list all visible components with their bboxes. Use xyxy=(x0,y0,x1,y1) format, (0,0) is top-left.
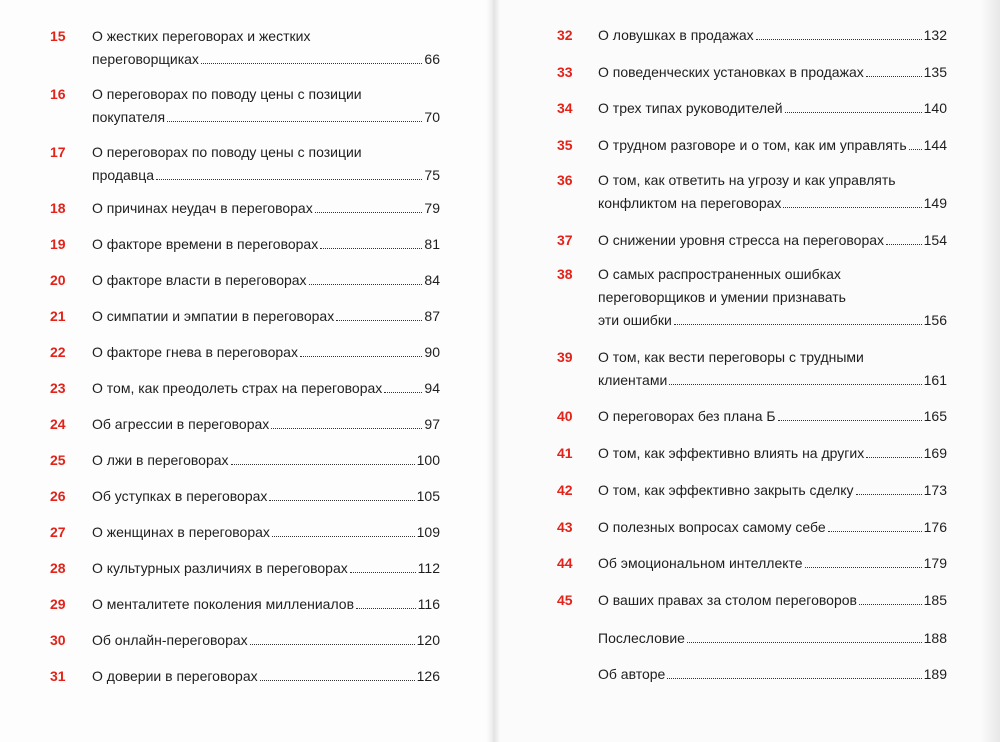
dot-leader xyxy=(269,500,414,501)
dot-leader xyxy=(674,324,922,325)
page-number: 185 xyxy=(923,592,947,608)
dot-leader xyxy=(669,384,921,385)
chapter-title-with-page xyxy=(598,480,947,500)
page-number: 156 xyxy=(923,312,947,328)
page-number: 165 xyxy=(923,408,947,424)
dot-leader xyxy=(156,179,422,180)
chapter-title-last-line: О доверии в переговорах xyxy=(92,668,258,684)
chapter-title-last-line: Об уступках в переговорах xyxy=(92,488,268,504)
chapter-title-with-page xyxy=(598,310,947,330)
chapter-title-with-page xyxy=(92,414,440,434)
chapter-number: 37 xyxy=(557,232,573,248)
chapter-title-with-page xyxy=(92,558,440,578)
chapter-title-last-line: О трех типах руководителей xyxy=(598,100,783,116)
chapter-title-with-page xyxy=(598,443,947,463)
page-number: 100 xyxy=(416,452,440,468)
chapter-number: 29 xyxy=(50,596,66,612)
chapter-number: 34 xyxy=(557,100,573,116)
chapter-number: 16 xyxy=(50,86,66,102)
chapter-title-last-line: О факторе времени в переговорах xyxy=(92,236,319,252)
page-number: 97 xyxy=(424,416,440,432)
dot-leader xyxy=(909,149,922,150)
page-number: 105 xyxy=(416,488,440,504)
chapter-title-line: О том, как ответить на угрозу и как управлять xyxy=(598,172,896,188)
dot-leader xyxy=(856,494,922,495)
chapter-title-with-page xyxy=(92,107,440,127)
page-number: 189 xyxy=(923,666,947,682)
chapter-number: 17 xyxy=(50,144,66,160)
chapter-number: 31 xyxy=(50,668,66,684)
dot-leader xyxy=(859,604,922,605)
dot-leader xyxy=(231,464,415,465)
dot-leader xyxy=(866,76,922,77)
chapter-title-with-page xyxy=(598,664,947,684)
chapter-number: 43 xyxy=(557,519,573,535)
chapter-title-last-line: О ловушках в продажах xyxy=(598,27,754,43)
chapter-title-with-page xyxy=(92,306,440,326)
chapter-title-with-page xyxy=(92,234,440,254)
chapter-title-last-line: О женщинах в переговорах xyxy=(92,524,270,540)
page-number: 179 xyxy=(923,555,947,571)
dot-leader xyxy=(260,680,415,681)
chapter-title-last-line: О том, как эффективно влиять на других xyxy=(598,445,865,461)
chapter-number: 42 xyxy=(557,482,573,498)
toc-right xyxy=(492,0,1000,742)
chapter-title-with-page xyxy=(598,628,947,648)
chapter-title-last-line: продавца xyxy=(92,167,155,183)
page-number: 126 xyxy=(416,668,440,684)
page-number: 154 xyxy=(923,232,947,248)
dot-leader xyxy=(886,244,922,245)
chapter-title-line: О переговорах по поводу цены с позиции xyxy=(92,144,362,160)
toc-left xyxy=(0,0,492,742)
chapter-title-with-page xyxy=(92,450,440,470)
chapter-title-last-line: О поведенческих установках в продажах xyxy=(598,64,864,80)
page-number: 173 xyxy=(923,482,947,498)
dot-leader xyxy=(167,121,422,122)
chapter-number: 36 xyxy=(557,172,573,188)
chapter-number: 22 xyxy=(50,344,66,360)
chapter-title-with-page xyxy=(92,49,440,69)
page-number: 90 xyxy=(424,344,440,360)
chapter-title-last-line: О факторе власти в переговорах xyxy=(92,272,307,288)
dot-leader xyxy=(687,642,922,643)
chapter-title-with-page xyxy=(92,522,440,542)
page-number: 132 xyxy=(923,27,947,43)
chapter-title-line: О самых распространенных ошибках xyxy=(598,266,841,282)
chapter-title-line: переговорщиков и умении признавать xyxy=(598,289,846,305)
chapter-title-with-page xyxy=(598,135,947,155)
chapter-title-with-page xyxy=(598,230,947,250)
chapter-number: 39 xyxy=(557,349,573,365)
chapter-number: 25 xyxy=(50,452,66,468)
chapter-title-with-page xyxy=(598,590,947,610)
dot-leader xyxy=(384,392,422,393)
chapter-title-with-page xyxy=(92,198,440,218)
page-number: 144 xyxy=(923,137,947,153)
chapter-title-with-page xyxy=(92,486,440,506)
page-number: 94 xyxy=(424,380,440,396)
dot-leader xyxy=(805,567,922,568)
dot-leader xyxy=(272,536,415,537)
page-number: 161 xyxy=(923,372,947,388)
chapter-number: 33 xyxy=(557,64,573,80)
page-number: 70 xyxy=(424,109,440,125)
book-spine-shadow xyxy=(486,0,500,742)
chapter-title-last-line: эти ошибки xyxy=(598,312,672,328)
dot-leader xyxy=(271,428,422,429)
dot-leader xyxy=(778,420,922,421)
chapter-title-with-page xyxy=(598,62,947,82)
chapter-title-with-page xyxy=(598,25,947,45)
chapter-title-last-line: О трудном разговоре и о том, как им управлять xyxy=(598,137,907,153)
chapter-title-with-page xyxy=(598,553,947,573)
chapter-number: 38 xyxy=(557,266,573,282)
dot-leader xyxy=(315,212,423,213)
chapter-title-with-page xyxy=(92,666,440,686)
chapter-title-last-line: переговорщиках xyxy=(92,51,199,67)
chapter-number: 21 xyxy=(50,308,66,324)
dot-leader xyxy=(320,248,422,249)
dot-leader xyxy=(356,608,416,609)
chapter-title-last-line: конфликтом на переговорах xyxy=(598,195,782,211)
chapter-title-last-line: О факторе гнева в переговорах xyxy=(92,344,298,360)
page-number: 109 xyxy=(416,524,440,540)
page-number: 176 xyxy=(923,519,947,535)
chapter-number: 44 xyxy=(557,555,573,571)
chapter-title-last-line: О снижении уровня стресса на переговорах xyxy=(598,232,885,248)
dot-leader xyxy=(336,320,422,321)
chapter-title-last-line: О лжи в переговорах xyxy=(92,452,229,468)
chapter-title-with-page xyxy=(598,98,947,118)
dot-leader xyxy=(350,572,416,573)
dot-leader xyxy=(201,63,422,64)
chapter-title-last-line: покупателя xyxy=(92,109,166,125)
dot-leader xyxy=(250,644,415,645)
chapter-title-last-line: О причинах неудач в переговорах xyxy=(92,200,313,216)
page-number: 140 xyxy=(923,100,947,116)
chapter-title-with-page xyxy=(598,370,947,390)
chapter-number: 45 xyxy=(557,592,573,608)
dot-leader xyxy=(828,531,922,532)
page-number: 169 xyxy=(923,445,947,461)
chapter-number: 40 xyxy=(557,408,573,424)
chapter-title-last-line: Об агрессии в переговорах xyxy=(92,416,270,432)
chapter-number: 23 xyxy=(50,380,66,396)
page-number: 87 xyxy=(424,308,440,324)
chapter-number: 20 xyxy=(50,272,66,288)
page-number: 81 xyxy=(424,236,440,252)
chapter-number: 28 xyxy=(50,560,66,576)
page-number: 66 xyxy=(424,51,440,67)
chapter-number: 27 xyxy=(50,524,66,540)
chapter-title-with-page xyxy=(598,517,947,537)
page-edge-shadow xyxy=(980,0,1000,742)
page-number: 79 xyxy=(424,200,440,216)
page-number: 188 xyxy=(923,630,947,646)
chapter-title-with-page xyxy=(598,406,947,426)
page-number: 75 xyxy=(424,167,440,183)
chapter-number: 35 xyxy=(557,137,573,153)
dot-leader xyxy=(866,457,921,458)
page-number: 135 xyxy=(923,64,947,80)
chapter-title-with-page xyxy=(92,165,440,185)
chapter-title-last-line: О полезных вопросах самому себе xyxy=(598,519,826,535)
chapter-title-last-line: О менталитете поколения миллениалов xyxy=(92,596,355,612)
chapter-number: 15 xyxy=(50,28,66,44)
chapter-title-last-line: О культурных различиях в переговорах xyxy=(92,560,348,576)
chapter-number: 41 xyxy=(557,445,573,461)
chapter-title-last-line: Послесловие xyxy=(598,630,685,646)
dot-leader xyxy=(309,284,423,285)
page-number: 149 xyxy=(923,195,947,211)
page-number: 120 xyxy=(416,632,440,648)
page-number: 84 xyxy=(424,272,440,288)
dot-leader xyxy=(300,356,422,357)
chapter-title-line: О жестких переговорах и жестких xyxy=(92,28,311,44)
dot-leader xyxy=(785,112,922,113)
chapter-title-with-page xyxy=(598,193,947,213)
chapter-title-last-line: О ваших правах за столом переговоров xyxy=(598,592,857,608)
chapter-title-with-page xyxy=(92,378,440,398)
chapter-title-line: О том, как вести переговоры с трудными xyxy=(598,349,864,365)
chapter-number: 18 xyxy=(50,200,66,216)
chapter-title-line: О переговорах по поводу цены с позиции xyxy=(92,86,362,102)
left-page xyxy=(0,0,492,742)
dot-leader xyxy=(667,678,921,679)
chapter-title-last-line: О том, как эффективно закрыть сделку xyxy=(598,482,854,498)
chapter-title-last-line: клиентами xyxy=(598,372,668,388)
right-page xyxy=(492,0,1000,742)
dot-leader xyxy=(756,39,922,40)
chapter-title-last-line: Об онлайн-переговорах xyxy=(92,632,248,648)
chapter-title-with-page xyxy=(92,594,440,614)
chapter-title-with-page xyxy=(92,630,440,650)
chapter-title-last-line: Об эмоциональном интеллекте xyxy=(598,555,803,571)
page-number: 112 xyxy=(417,560,440,576)
chapter-title-last-line: О переговорах без плана Б xyxy=(598,408,776,424)
chapter-number: 24 xyxy=(50,416,66,432)
chapter-number: 30 xyxy=(50,632,66,648)
chapter-number: 26 xyxy=(50,488,66,504)
chapter-title-last-line: Об авторе xyxy=(598,666,666,682)
chapter-title-with-page xyxy=(92,270,440,290)
chapter-number: 32 xyxy=(557,27,573,43)
chapter-title-last-line: О том, как преодолеть страх на переговорах xyxy=(92,380,383,396)
chapter-title-with-page xyxy=(92,342,440,362)
page-number: 116 xyxy=(417,596,440,612)
chapter-number: 19 xyxy=(50,236,66,252)
chapter-title-last-line: О симпатии и эмпатии в переговорах xyxy=(92,308,335,324)
dot-leader xyxy=(783,207,921,208)
